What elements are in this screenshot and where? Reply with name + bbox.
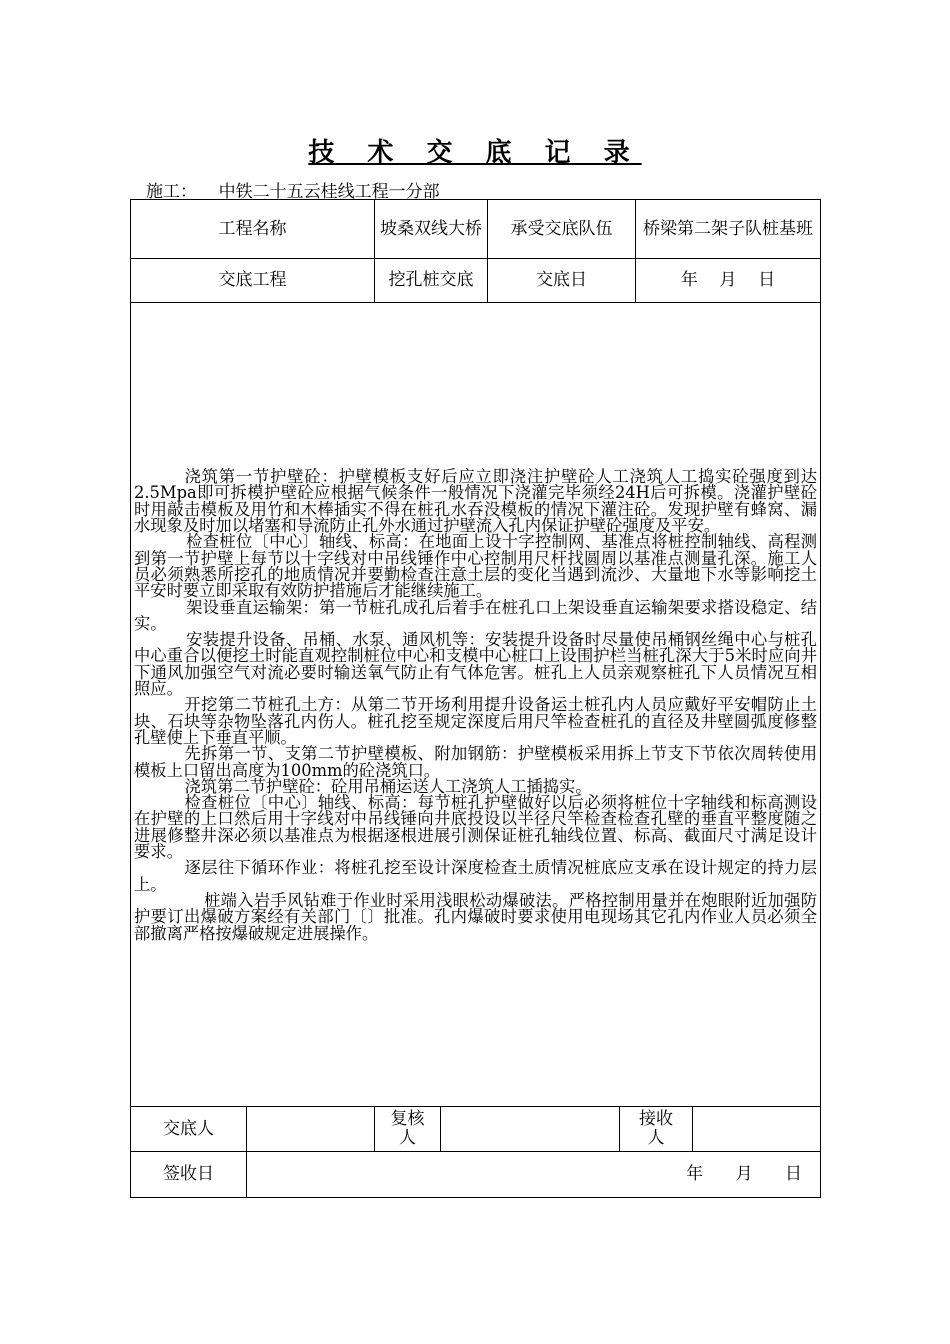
header-row-1 [131, 200, 821, 259]
item-label: 交底工程 [131, 259, 375, 303]
reviewer-label: 复核人 [375, 1107, 441, 1152]
body-paragraph: 浇筑第二节护壁砼：砼用吊桶运送人工浇筑人工插捣实。 [184, 776, 592, 796]
construction-unit-line: 施工： 中铁二十五云桂线工程一分部 [146, 182, 440, 202]
project-name-value: 坡桑双线大桥 [375, 200, 488, 259]
disclosure-record-table [130, 199, 821, 1198]
body-paragraph: 安装提升设备、吊桶、水泵、通风机等：安装提升设备时尽量使吊桶钢丝绳中心与桩孔中心重合以便挖土时能直观控制桩位中心和支模中心桩口上设围护栏当桩孔深大于5米时应向井下通风加强空气对流必要时输送氧气防止有气体危害。桩孔上人员亲观察桩孔下人员情况互相照应。 [134, 630, 817, 699]
body-paragraph: 桩端入岩手风钻难于作业时采用浅眼松动爆破法。严格控制用量并在炮眼附近加强防护要订出爆破方案经有关部门〔〕批准。孔内爆破时要求使用电现场其它孔内作业人员必须全部撤离严格按爆破规定进展操作。 [134, 890, 817, 943]
header-row-2 [131, 259, 821, 303]
date-value: 年 月 日 [636, 259, 821, 303]
giver-value [247, 1107, 375, 1152]
item-value: 挖孔桩交底 [375, 259, 488, 303]
body-paragraph: 架设垂直运输架：第一节桩孔成孔后着手在桩孔口上架设垂直运输架要求搭设稳定、结实。 [134, 597, 817, 633]
receiver-label: 接收人 [620, 1107, 693, 1152]
receiver-value [693, 1107, 821, 1152]
signature-row [131, 1107, 821, 1152]
project-name-label: 工程名称 [131, 200, 375, 259]
team-label: 承受交底队伍 [488, 200, 636, 259]
sign-date-label: 签收日 [131, 1152, 247, 1198]
body-paragraph: 检查桩位〔中心〕轴线、标高：在地面上设十字控制网、基准点将桩控制轴线、高程测到第一节护壁上每节以十字线对中吊线锤作中心控制用尺杆找圆周以基准点测量孔深。施工人员必须熟悉所挖孔的地质情况并要勤检查注意土层的变化当遇到流沙、大量地下水等影响挖土平安时要立即采取有效防护措施后才能继续施工。 [134, 532, 817, 601]
body-row [131, 303, 821, 1107]
body-cell [131, 303, 821, 1107]
body-paragraph: 先拆第一节、支第二节护壁模板、附加钢筋：护壁模板采用拆上节支下节依次周转使用模板上口留出高度为100mm的砼浇筑口。 [134, 744, 817, 780]
team-value: 桥梁第二架子队桩基班 [636, 200, 821, 259]
body-paragraph: 检查桩位〔中心〕轴线、标高：每节桩孔护壁做好以后必须将桩位十字轴线和标高测设在护壁的上口然后用十字线对中吊线锤向井底投设以半径尺竿检查检查孔壁的垂直平整度随之进展修整井深必须以基准点为根据逐根进展引测保证桩孔轴线位置、标高、截面尺寸满足设计要求。 [134, 793, 817, 862]
date-label: 交底日 [488, 259, 636, 303]
sign-date-row [131, 1152, 821, 1198]
body-paragraph: 逐层往下循环作业：将桩孔挖至设计深度检查土质情况桩底应支承在设计规定的持力层上。 [134, 858, 817, 894]
body-text [131, 467, 820, 942]
sign-date-value: 年 月 日 [247, 1152, 821, 1198]
reviewer-value [441, 1107, 620, 1152]
giver-label: 交底人 [131, 1107, 247, 1152]
body-paragraph: 浇筑第一节护壁砼：护壁模板支好后应立即浇注护壁砼人工浇筑人工捣实砼强度到达2.5Mpa即可拆模护壁砼应根据气候条件一般情况下浇灌完毕须经24H后可拆模。浇灌护壁砼时用敲击模板及用竹和木棒插实不得在桩孔水吞没模板的情况下灌注砼。发现护壁有蜂窝、漏水现象及时加以堵塞和导流防止孔外水通过护壁流入孔内保证护壁砼强度及平安。 [134, 467, 817, 536]
body-paragraph: 开挖第二节桩孔土方：从第二节开场利用提升设备运土桩孔内人员应戴好平安帽防止土块、石块等杂物坠落孔内伤人。桩孔挖至规定深度后用尺竿检查桩孔的直径及井壁圆弧度修整孔壁使上下垂直平顺。 [134, 695, 817, 747]
document-title: 技 术 交 底 记 录 [308, 138, 642, 168]
